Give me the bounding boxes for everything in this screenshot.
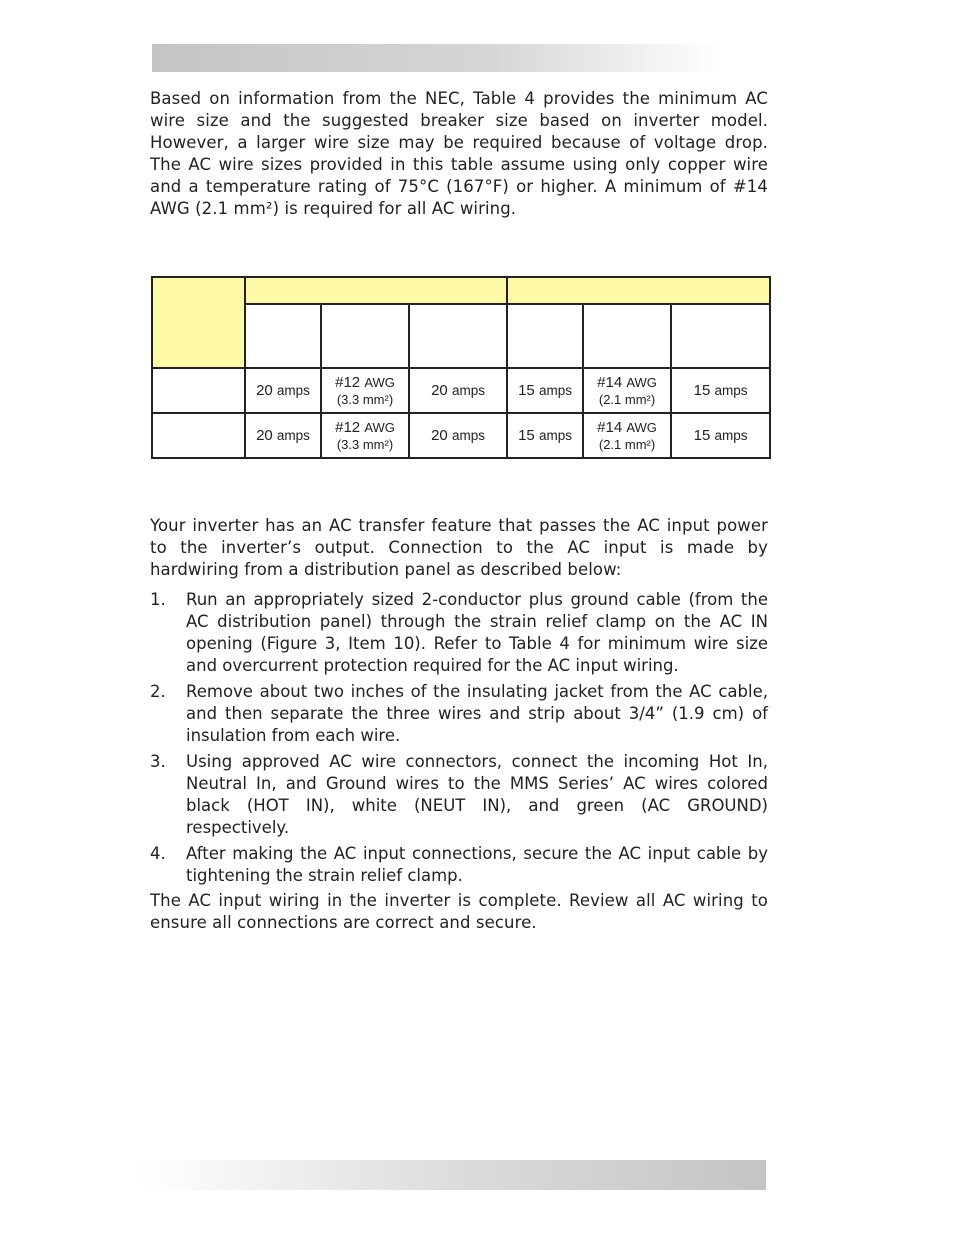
closing-paragraph: The AC input wiring in the inverter is complete. Review all AC wiring to ensure all connections are correct and secure.	[150, 891, 768, 932]
sub-header-cell	[671, 304, 770, 368]
step-number: 3.	[150, 752, 166, 771]
breaker-cell: 20 amps	[245, 413, 321, 458]
group-header-left	[245, 277, 507, 304]
sub-header-cell	[507, 304, 583, 368]
model-cell	[152, 413, 245, 458]
sub-header-cell	[409, 304, 507, 368]
step-text: Remove about two inches of the insulating jacket from the AC cable, and then separate the three wires and strip about 3/4” (1.9 cm) of insulation from each wire.	[186, 682, 768, 745]
wire-size-cell: #14 AWG (2.1 mm²)	[583, 368, 671, 413]
intro-paragraph: Based on information from the NEC, Table 4 provides the minimum AC wire size and the suggested breaker size based on inverter model. However, a larger wire size may be required because of voltage drop. The AC wire sizes provided in this table assume using only copper wire and a temperature rating of 75°C (167°F) or higher. A minimum of #14 AWG (2.1 mm²) is required for all AC wiring.	[150, 89, 768, 218]
step-number: 1.	[150, 590, 166, 609]
breaker-cell: 15 amps	[507, 413, 583, 458]
sub-header-cell	[321, 304, 409, 368]
step-text: Using approved AC wire connectors, connect the incoming Hot In, Neutral In, and Ground wires to the MMS Series’ AC wires colored black (HOT IN), white (NEUT IN), and green (AC GROUND) respectively.	[186, 752, 768, 837]
wire-size-cell: #14 AWG (2.1 mm²)	[583, 413, 671, 458]
table-row	[152, 413, 770, 458]
group-header-right	[507, 277, 770, 304]
header-bar	[152, 44, 722, 72]
list-item	[150, 843, 768, 887]
sub-header-cell	[583, 304, 671, 368]
breaker-cell: 15 amps	[671, 413, 770, 458]
step-text: Run an appropriately sized 2-conductor plus ground cable (from the AC distribution panel) through the strain relief clamp on the AC IN opening (Figure 3, Item 10). Refer to Table 4 for minimum wire size and overcurrent protection required for the AC input wiring.	[186, 590, 768, 675]
wire-size-cell: #12 AWG (3.3 mm²)	[321, 413, 409, 458]
step-text: After making the AC input connections, secure the AC input cable by tightening the strain relief clamp.	[186, 844, 768, 885]
model-cell	[152, 368, 245, 413]
list-item	[150, 681, 768, 747]
breaker-cell: 20 amps	[409, 368, 507, 413]
table-row	[152, 368, 770, 413]
model-header-cell	[152, 277, 245, 368]
wire-size-table	[151, 276, 771, 459]
transfer-paragraph: Your inverter has an AC transfer feature that passes the AC input power to the inverter’s output. Connection to the AC input is made by hardwiring from a distribution panel as described below:	[150, 516, 768, 579]
breaker-cell: 20 amps	[409, 413, 507, 458]
list-item	[150, 751, 768, 839]
list-item	[150, 589, 768, 677]
step-number: 2.	[150, 682, 166, 701]
footer-bar	[140, 1160, 766, 1190]
sub-header-cell	[245, 304, 321, 368]
step-number: 4.	[150, 844, 166, 863]
breaker-cell: 15 amps	[507, 368, 583, 413]
breaker-cell: 20 amps	[245, 368, 321, 413]
breaker-cell: 15 amps	[671, 368, 770, 413]
install-steps	[150, 589, 768, 891]
wire-size-cell: #12 AWG (3.3 mm²)	[321, 368, 409, 413]
